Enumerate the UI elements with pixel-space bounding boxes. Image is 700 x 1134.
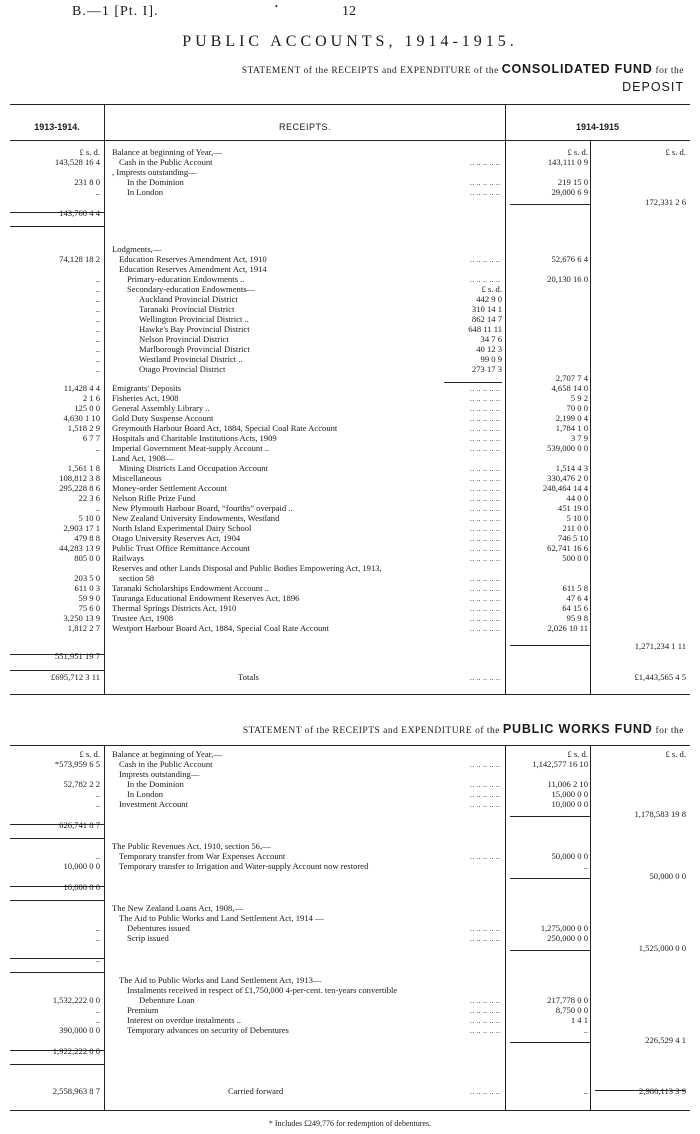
prev-year-amount: 611 0 3 — [74, 583, 100, 593]
leader-dots: .. .. .. .. .. — [469, 1015, 500, 1025]
prev-year-amount: 2,903 17 1 — [63, 523, 100, 533]
prev-year-amount: 59 9 0 — [78, 593, 100, 603]
receipt-item-label: Taranaki Provincial District — [139, 304, 235, 314]
subtotal-rule — [510, 878, 590, 879]
prev-year-amount: .. — [95, 923, 100, 933]
leader-dots: .. .. .. .. .. — [469, 593, 500, 603]
prev-year-amount: .. — [95, 354, 100, 364]
prev-year-amount: 5 10 0 — [78, 513, 100, 523]
subtotal-rule — [10, 900, 104, 901]
current-year-amount: 211 0 0 — [508, 524, 588, 534]
current-year-amount: 10,000 0 0 — [508, 800, 588, 810]
prev-year-amount: 479 8 8 — [74, 533, 100, 543]
prev-year-amount: .. — [95, 364, 100, 374]
receipt-item-label: Mining Districts Land Occupation Account — [119, 463, 268, 473]
prev-year-amount: 203 5 0 — [74, 573, 100, 583]
receipt-item-label: Gold Duty Suspense Account — [112, 413, 214, 423]
receipt-item-label: In London — [127, 789, 164, 799]
receipt-item-label: Public Trust Office Remittance Account — [112, 543, 250, 553]
leader-dots: .. .. .. .. .. — [469, 523, 500, 533]
receipt-item-label: Otago University Reserves Act, 1904 — [112, 533, 241, 543]
subtotal-rule — [510, 950, 590, 951]
table2-bottom-rule — [10, 1110, 690, 1111]
table1-bottom-rule — [10, 694, 690, 695]
receipt-item-label: Imprests outstanding— — [119, 769, 200, 779]
current-year-amount: 500 0 0 — [508, 554, 588, 564]
leader-dots: .. .. .. .. .. — [469, 533, 500, 543]
receipt-item-label: North Island Experimental Dairy School — [112, 523, 252, 533]
prev-year-amount: 74,128 18 2 — [59, 254, 100, 264]
receipt-item-label: Land Act, 1908— — [112, 453, 174, 463]
leader-dots: .. .. .. .. .. — [469, 995, 500, 1005]
current-year-amount: 1 4 1 — [508, 1016, 588, 1026]
leader-dots: .. .. .. .. .. — [469, 553, 500, 563]
prev-year-amount: 4,630 1 10 — [63, 413, 100, 423]
receipt-item-label: Emigrants' Deposits — [112, 383, 182, 393]
statement1-prefix: STATEMENT of the RECEIPTS and EXPENDITURE of the — [241, 66, 499, 76]
prev-year-amount: 44,283 13 9 — [59, 543, 100, 553]
footnote: * Includes £249,776 for redemption of debentures. — [268, 1119, 432, 1128]
sub-amount: 442 9 0 — [430, 295, 502, 305]
leader-dots: .. .. .. .. .. — [469, 483, 500, 493]
receipt-item-label: The Aid to Public Works and Land Settlement Act, 1913— — [119, 975, 322, 985]
current-year-amount: 15,000 0 0 — [508, 790, 588, 800]
leader-dots: .. .. .. .. .. — [469, 403, 500, 413]
receipt-item-label: Balance at beginning of Year,— — [112, 147, 222, 157]
prev-year-amount: 11,428 4 4 — [63, 383, 100, 393]
statement1-suffix: for the — [655, 66, 684, 76]
prev-year-amount: 295,228 8 6 — [59, 483, 100, 493]
leader-dots: .. .. .. .. .. — [469, 513, 500, 523]
prev-year-amount: .. — [95, 274, 100, 284]
statement2-fund: PUBLIC WORKS FUND — [502, 722, 653, 736]
receipt-item-label: Hawke's Bay Provincial District — [139, 324, 250, 334]
leader-dots: .. .. .. .. .. — [469, 463, 500, 473]
receipt-item-label: Money-order Settlement Account — [112, 483, 228, 493]
prev-year-amount: 1,532,222 0 0 — [52, 995, 100, 1005]
receipt-item-label: Westland Provincial District .. — [139, 354, 243, 364]
prev-year-amount: 2 1 6 — [82, 393, 100, 403]
sub-amount: 648 11 11 — [430, 325, 502, 335]
prev-year-amount: .. — [95, 314, 100, 324]
total-amount: 1,178,583 19 8 — [634, 809, 686, 819]
total-amount: 1,525,000 0 0 — [638, 943, 686, 953]
receipt-item-label: , Imprests outstanding— — [112, 167, 197, 177]
prev-year-amount: 390,000 0 0 — [59, 1025, 100, 1035]
leader-dots: .. .. .. .. .. — [469, 473, 500, 483]
table1-header-rule — [10, 140, 690, 141]
table1-col-rule-2 — [505, 104, 506, 695]
prev-year-amount: 75 6 0 — [78, 603, 100, 613]
leader-dots: .. .. .. .. .. — [469, 493, 500, 503]
current-year-amount: 2,199 0 4 — [508, 414, 588, 424]
current-year-amount: 219 15 0 — [508, 178, 588, 188]
receipt-item-label: New Zealand University Endowments, Westland — [112, 513, 280, 523]
prev-year-amount: 231 8 0 — [74, 177, 100, 187]
receipt-item-label: In the Dominion — [127, 177, 184, 187]
leader-dots: .. .. .. .. .. — [469, 433, 500, 443]
prev-year-amount: .. — [95, 1015, 100, 1025]
current-year-amount: .. — [508, 1087, 588, 1097]
receipt-item-label: In the Dominion — [127, 779, 184, 789]
leader-dots: .. .. .. .. .. — [469, 157, 500, 167]
subtotal-rule — [10, 972, 104, 973]
current-year-amount: 3 7 9 — [508, 434, 588, 444]
leader-dots: .. .. .. .. .. — [469, 503, 500, 513]
table2-col-rule-3 — [590, 745, 591, 1111]
receipt-item-label: Tauranga Educational Endowment Reserves Act, 1896 — [112, 593, 300, 603]
prev-year-amount: *573,959 6 5 — [54, 759, 100, 769]
table1-col-rule-3 — [590, 140, 591, 695]
subtotal-rule — [510, 1042, 590, 1043]
leader-dots: .. .. .. .. .. — [469, 759, 500, 769]
receipt-item-label: In London — [127, 187, 164, 197]
column-header-receipts: RECEIPTS. — [278, 122, 331, 132]
prev-year-amount: 10,000 0 0 — [63, 882, 100, 892]
current-year-amount: 217,778 0 0 — [508, 996, 588, 1006]
column-header-1914: 1914-1915 — [575, 122, 620, 132]
current-year-amount: 5 9 2 — [508, 394, 588, 404]
leader-dots: .. .. .. .. .. — [469, 603, 500, 613]
sub-amount: 310 14 1 — [430, 305, 502, 315]
receipt-item-label: Wellington Provincial District .. — [139, 314, 249, 324]
prev-year-amount: 6 7 7 — [82, 433, 100, 443]
total-amount: 1,271,234 1 11 — [634, 641, 686, 651]
prev-year-amount: 1,812 2 7 — [67, 623, 100, 633]
sub-amount: 34 7 6 — [430, 335, 502, 345]
prev-year-amount: .. — [95, 344, 100, 354]
receipt-item-label: Primary-education Endowments .. — [127, 274, 245, 284]
receipt-item-label: Westport Harbour Board Act, 1884, Special Coal Rate Account — [112, 623, 329, 633]
receipt-item-label: Investment Account — [119, 799, 188, 809]
leader-dots: .. .. .. .. .. — [469, 413, 500, 423]
total-amount: £ s. d. — [665, 147, 686, 157]
current-year-amount: 250,000 0 0 — [508, 934, 588, 944]
prev-year-amount: 22 3 6 — [78, 493, 100, 503]
receipt-item-label: Totals — [238, 672, 259, 682]
current-year-amount: 746 5 10 — [508, 534, 588, 544]
prev-year-amount: .. — [95, 851, 100, 861]
prev-year-amount: 143,760 4 4 — [59, 208, 100, 218]
receipt-item-label: Education Reserves Amendment Act, 1914 — [119, 264, 267, 274]
receipt-item-label: Interest on overdue instalments .. — [127, 1015, 242, 1025]
print-mark: • — [275, 2, 278, 11]
prev-year-amount: 52,782 2 2 — [63, 779, 100, 789]
total-amount: 2,980,113 3 9 — [639, 1086, 686, 1096]
current-year-amount: 4,658 14 0 — [508, 384, 588, 394]
receipt-item-label: Temporary advances on security of Debentures — [127, 1025, 289, 1035]
current-year-amount: 143,111 0 9 — [508, 158, 588, 168]
prev-year-amount: 1,561 1 8 — [67, 463, 100, 473]
table2-top-rule — [10, 745, 690, 746]
subtotal-rule — [10, 1064, 104, 1065]
leader-dots: .. .. .. .. .. — [469, 613, 500, 623]
current-year-amount: 70 0 0 — [508, 404, 588, 414]
leader-dots: .. .. .. .. .. — [469, 789, 500, 799]
leader-dots: .. .. .. .. .. — [469, 423, 500, 433]
receipt-item-label: Fisheries Act, 1908 — [112, 393, 179, 403]
prev-year-amount: .. — [95, 187, 100, 197]
prev-year-amount: 2,558,963 8 7 — [52, 1086, 100, 1096]
receipt-item-label: Education Reserves Amendment Act, 1910 — [119, 254, 267, 264]
prev-year-amount: .. — [95, 1005, 100, 1015]
subtotal-rule — [510, 645, 590, 646]
prev-year-amount: .. — [95, 443, 100, 453]
receipt-item-label: Reserves and other Lands Disposal and Public Bodies Empowering Act, 1913, — [112, 563, 382, 573]
prev-year-amount: .. — [95, 304, 100, 314]
prev-year-amount: 3,250 13 9 — [63, 613, 100, 623]
receipt-item-label: Hospitals and Charitable Institutions Acts, 1909 — [112, 433, 277, 443]
receipt-item-label: Thermal Springs Districts Act, 1910 — [112, 603, 237, 613]
subtotal-rule — [10, 838, 104, 839]
current-year-amount: £ s. d. — [508, 750, 588, 760]
current-year-amount: 62,741 16 6 — [508, 544, 588, 554]
leader-dots: .. .. .. .. .. — [469, 933, 500, 943]
prev-year-amount: .. — [95, 954, 100, 964]
current-year-amount: 52,676 6 4 — [508, 255, 588, 265]
receipt-item-label: Instalments received in respect of £1,750,000 4-per-cent. ten-years convertible — [127, 985, 398, 995]
receipt-item-label: Carried forward — [228, 1086, 284, 1096]
statement2-prefix: STATEMENT of the RECEIPTS and EXPENDITURE of the — [242, 726, 500, 736]
receipt-item-label: Imperial Government Meat-supply Account .. — [112, 443, 270, 453]
leader-dots: .. .. .. .. .. — [469, 254, 500, 264]
current-year-amount: 20,130 16 0 — [508, 275, 588, 285]
table2-col-rule-1 — [104, 745, 105, 1111]
leader-dots: .. .. .. .. .. — [469, 543, 500, 553]
leader-dots: .. .. .. .. .. — [469, 177, 500, 187]
receipt-item-label: Debenture Loan — [139, 995, 195, 1005]
prev-year-amount: 1,518 2 9 — [67, 423, 100, 433]
leader-dots: .. .. .. .. .. — [469, 393, 500, 403]
receipt-item-label: Otago Provincial District — [139, 364, 226, 374]
current-year-amount: 1,784 1 0 — [508, 424, 588, 434]
table1-col-rule-1 — [104, 104, 105, 695]
report-reference: B.—1 [Pt. I]. — [72, 4, 159, 19]
statement1-continuation: DEPOSIT — [622, 80, 684, 94]
current-year-amount: 50,000 0 0 — [508, 852, 588, 862]
receipt-item-label: Scrip issued — [127, 933, 169, 943]
current-year-amount: 29,000 6 9 — [508, 188, 588, 198]
receipt-item-label: Auckland Provincial District — [139, 294, 238, 304]
receipt-item-label: Nelson Rifle Prize Fund — [112, 493, 196, 503]
total-amount: £1,443,565 4 5 — [634, 672, 686, 682]
receipt-item-label: Debentures issued — [127, 923, 190, 933]
prev-year-amount: .. — [95, 503, 100, 513]
receipt-item-label: The New Zealand Loans Act, 1908,— — [112, 903, 244, 913]
total-amount: 172,331 2 6 — [645, 197, 686, 207]
receipt-item-label: Nelson Provincial District — [139, 334, 229, 344]
page-title: PUBLIC ACCOUNTS, 1914-1915. — [182, 33, 518, 50]
prev-year-amount: 805 0 0 — [74, 553, 100, 563]
current-year-amount: 47 6 4 — [508, 594, 588, 604]
subtotal-rule — [510, 816, 590, 817]
current-year-amount: 95 9 8 — [508, 614, 588, 624]
table2-col-rule-2 — [505, 745, 506, 1111]
total-amount: 50,000 0 0 — [649, 871, 686, 881]
current-year-amount: 330,476 2 0 — [508, 474, 588, 484]
receipt-item-label: Miscellaneous — [112, 473, 162, 483]
prev-year-amount: .. — [95, 324, 100, 334]
prev-year-amount: £695,712 3 11 — [50, 672, 100, 682]
current-year-amount: 539,000 0 0 — [508, 444, 588, 454]
prev-year-amount: 108,812 3 8 — [59, 473, 100, 483]
current-year-amount: .. — [508, 1026, 588, 1036]
total-amount: £ s. d. — [665, 749, 686, 759]
leader-dots: .. .. .. .. .. — [469, 851, 500, 861]
receipt-item-label: Greymouth Harbour Board Act, 1884, Special Coal Rate Account — [112, 423, 338, 433]
current-year-amount: 5 10 0 — [508, 514, 588, 524]
leader-dots: .. .. .. .. .. — [469, 383, 500, 393]
subtotal-rule — [510, 204, 590, 205]
receipt-item-label: Trustee Act, 1908 — [112, 613, 174, 623]
receipt-item-label: Premium — [127, 1005, 159, 1015]
receipt-item-label: New Plymouth Harbour Board, “fourths” overpaid .. — [112, 503, 293, 513]
sub-amount: 273 17 3 — [430, 365, 502, 375]
receipt-item-label: Cash in the Public Account — [119, 759, 213, 769]
leader-dots: .. .. .. .. .. — [469, 779, 500, 789]
receipt-item-label: section 58 — [119, 573, 155, 583]
receipt-item-label: Cash in the Public Account — [119, 157, 213, 167]
statement1-fund: CONSOLIDATED FUND — [501, 62, 653, 76]
leader-dots: .. .. .. .. .. — [469, 187, 500, 197]
leader-dots: .. .. .. .. .. — [469, 274, 500, 284]
leader-dots: .. .. .. .. .. — [469, 443, 500, 453]
leader-dots: .. .. .. .. .. — [469, 1005, 500, 1015]
current-year-amount: 64 15 6 — [508, 604, 588, 614]
leader-dots: .. .. .. .. .. — [469, 923, 500, 933]
prev-year-amount: .. — [95, 789, 100, 799]
receipt-item-label: Temporary transfer to Irrigation and Water-supply Account now restored — [119, 861, 369, 871]
sub-amount: £ s. d. — [430, 285, 502, 295]
current-year-amount: .. — [508, 862, 588, 872]
receipt-item-label: The Public Revenues Act, 1910, section 56,— — [112, 841, 271, 851]
current-year-amount: 1,514 4 3 — [508, 464, 588, 474]
leader-dots: .. .. .. .. .. — [469, 799, 500, 809]
receipt-item-label: The Aid to Public Works and Land Settlement Act, 1914 — — [119, 913, 324, 923]
subtotal-rule — [10, 226, 104, 227]
prev-year-amount: 125 0 0 — [74, 403, 100, 413]
receipt-item-label: Taranaki Scholarships Endowment Account .. — [112, 583, 269, 593]
prev-year-amount: 551,951 19 7 — [54, 651, 100, 661]
current-year-amount: 248,464 14 4 — [508, 484, 588, 494]
current-year-amount: £ s. d. — [508, 148, 588, 158]
page-number: 12 — [342, 4, 356, 19]
receipt-item-label: Temporary transfer from War Expenses Account — [119, 851, 286, 861]
current-year-amount: 1,142,577 16 10 — [508, 760, 588, 770]
current-year-amount: 2,707 7 4 — [508, 374, 588, 384]
current-year-amount: 1,275,000 0 0 — [508, 924, 588, 934]
current-year-amount: 11,006 2 10 — [508, 780, 588, 790]
leader-dots: .. .. .. .. .. — [469, 1025, 500, 1035]
prev-year-amount: .. — [95, 933, 100, 943]
current-year-amount: 611 5 8 — [508, 584, 588, 594]
subtotal-rule — [10, 670, 104, 671]
leader-dots: .. .. .. .. .. — [469, 672, 500, 682]
receipt-item-label: Secondary-education Endowments— — [127, 284, 256, 294]
table1-top-rule — [10, 104, 690, 105]
receipt-item-label: Balance at beginning of Year,— — [112, 749, 222, 759]
current-year-amount: 8,750 0 0 — [508, 1006, 588, 1016]
statement2-suffix: for the — [655, 726, 684, 736]
prev-year-amount: 10,000 0 0 — [63, 861, 100, 871]
receipt-item-label: Lodgments,— — [112, 244, 162, 254]
prev-year-amount: £ s. d. — [79, 749, 100, 759]
total-amount: 226,529 4 1 — [645, 1035, 686, 1045]
prev-year-amount: .. — [95, 294, 100, 304]
sub-amount: 40 12 3 — [430, 345, 502, 355]
prev-year-amount: .. — [95, 799, 100, 809]
leader-dots: .. .. .. .. .. — [469, 573, 500, 583]
prev-year-amount: 626,741 8 7 — [59, 820, 100, 830]
column-header-1913: 1913-1914. — [34, 122, 80, 132]
statement2-heading — [243, 722, 684, 736]
leader-dots: .. .. .. .. .. — [469, 583, 500, 593]
prev-year-amount: .. — [95, 284, 100, 294]
sub-amount: 862 14 7 — [430, 315, 502, 325]
prev-year-amount: 143,528 16 4 — [54, 157, 100, 167]
current-year-amount: 44 0 0 — [508, 494, 588, 504]
statement1-heading — [242, 62, 684, 76]
sub-amount: 99 0 9 — [430, 355, 502, 365]
leader-dots: .. .. .. .. .. — [469, 1086, 500, 1096]
receipt-item-label: Marlborough Provincial District — [139, 344, 250, 354]
current-year-amount: 451 19 0 — [508, 504, 588, 514]
receipt-item-label: Railways — [112, 553, 144, 563]
receipt-item-label: General Assembly Library .. — [112, 403, 210, 413]
leader-dots: .. .. .. .. .. — [469, 623, 500, 633]
current-year-amount: 2,026 10 11 — [508, 624, 588, 634]
prev-year-amount: 1,922,222 0 0 — [52, 1046, 100, 1056]
prev-year-amount: £ s. d. — [79, 147, 100, 157]
prev-year-amount: .. — [95, 334, 100, 344]
